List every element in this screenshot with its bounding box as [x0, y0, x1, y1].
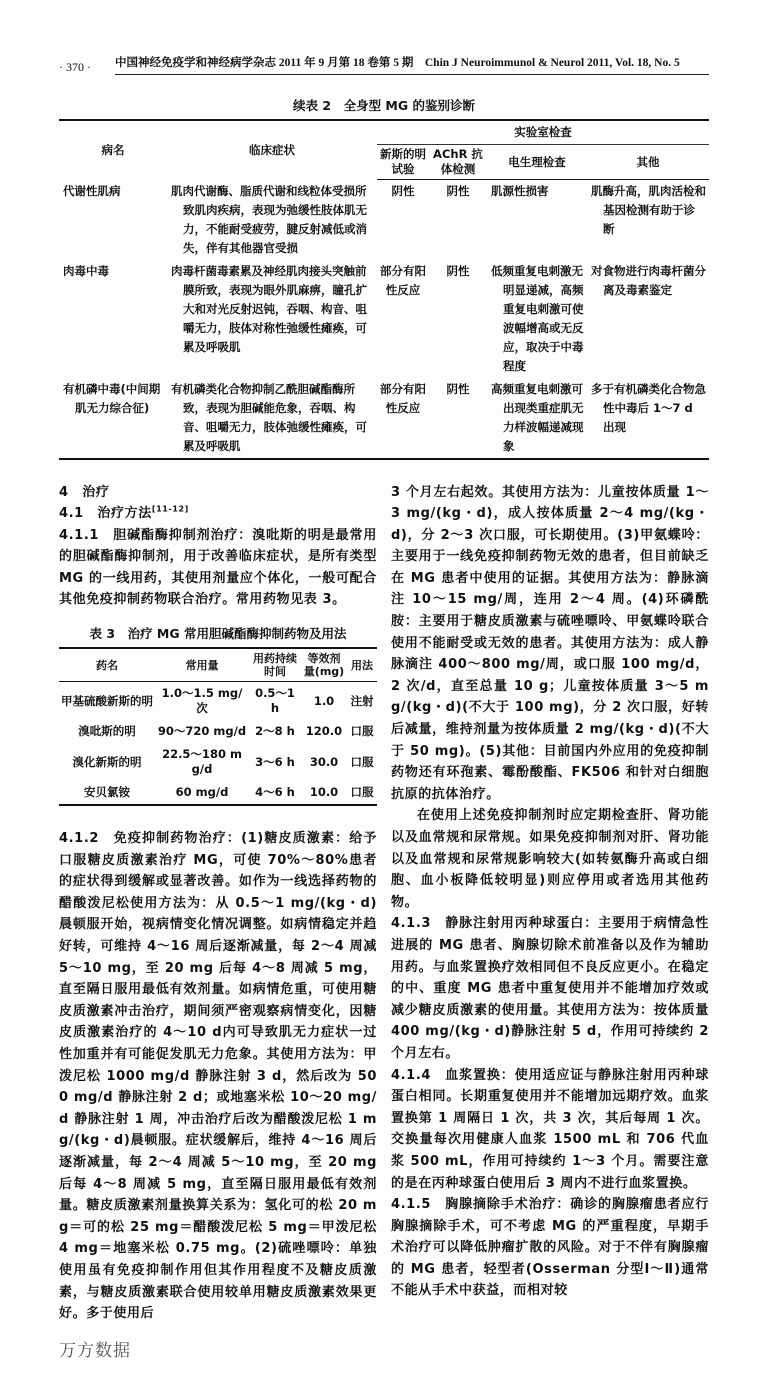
table-cell: 溴化新斯的明 — [72, 754, 142, 769]
wanfang-watermark: 万方数据 — [59, 1340, 131, 1361]
subsection-title: 4.1 治疗方法 — [59, 506, 152, 522]
left-column — [59, 482, 377, 1325]
table3-header: 常用量 — [155, 648, 249, 682]
table-row — [59, 720, 377, 743]
table-cell: 低频重复电刺激无明显递减，高频重复电刺激可使波幅增高或无反应，取决于中毒程度 — [491, 263, 584, 373]
table-cell: 肌源性损害 — [491, 184, 549, 198]
table2-header: 新斯的明试验 — [377, 145, 429, 180]
paragraph-monitoring: 在使用上述免疫抑制剂时应定期检查肝、肾功能以及血常规和尿常规。如果免疫抑制剂对肝、肾功能以及血常规和尿常规影响较大(如转氨酶升高或白细胞、血小板降低较明显)则应停用或者选用其他药物。 — [391, 808, 709, 910]
paragraph-4-1-2: 4.1.2 免疫抑制药物治疗：(1)糖皮质激素：给予口服糖皮质激素治疗 MG，可使 70%～80%患者的症状得到缓解或显著改善。如作为一线选择药物的醋酸泼尼松使用方法为：从 0.5～1 mg/(kg・d)晨顿服开始，视病情变化情况调整。如病情稳定并趋好转，可维持 4～16 周后逐渐减量，每 2～4 周减 5～10 mg，至 20 mg 后每 4～8 周减 5 mg，直至隔日服用最低有效剂量。如病情危重，可使用糖皮质激素冲击治疗，期间须严密观察病情变化，因糖皮质激素治疗的 4～10 d内可导致肌无力症状一过性加重并有可能促发肌无力危象。其使用方法为：甲泼尼松 1000 mg/d 静脉注射 3 d，然后改为 500 mg/d 静脉注射 2 d；或地塞米松 10～20 mg/d 静脉注射 1 周，冲击治疗后改为醋酸泼尼松 1 mg/(kg・d)晨顿服。症状缓解后，维持 4～16 周后逐渐减量，每 2～4 周减 5～10 mg，至 20 mg 后每 4～8 周减 5 mg，直至隔日服用最低有效剂量。糖皮质激素剂量换算关系为：氢化可的松 20 mg＝可的松 25 mg＝醋酸泼尼松 5 mg＝甲泼尼松 4 mg＝地塞米松 0.75 mg。(2)硫唑嘌呤：单独使用虽有免疫抑制作用但其作用程度不及糖皮质激素，与糖皮质激素联合使用较单用糖皮质激素效果更好。多于使用后 — [59, 831, 377, 1322]
table-cell: 2～8 h — [255, 724, 295, 739]
table-cell: 阴性 — [429, 378, 487, 459]
table3-cholinesterase-inhibitors — [59, 647, 377, 806]
table-cell: 安贝氯铵 — [59, 781, 155, 805]
table-cell: 1.0 — [313, 693, 335, 708]
journal-page — [59, 0, 709, 1383]
table2-group-header: 实验室检查 — [377, 120, 709, 145]
table3-header: 等效剂量(mg) — [301, 648, 347, 682]
table2-header: AChR 抗体检测 — [429, 145, 487, 180]
table2-differential-diagnosis — [59, 119, 709, 460]
table-cell: 有机磷类化合物抑制乙酰胆碱酯酶所致，表现为胆碱能危象，吞咽、构音、咀嚼无力，肢体弛缓性瘫痪，可累及呼吸肌 — [167, 378, 377, 459]
table-cell: 口服 — [350, 724, 374, 739]
table2-header: 电生理检查 — [487, 145, 587, 180]
paragraph-continued: 3 个月左右起效。其使用方法为：儿童按体质量 1～3 mg/(kg・d)，成人按体质量 2～4 mg/(kg・d)，分 2～3 次口服，可长期使用。(3)甲氨蝶呤：主要用于一线免疫抑制药物无效的患者，但目前缺乏在 MG 患者中使用的证据。其使用方法为：静脉滴注 10～15 mg/周，连用 2～4 周。(4)环磷酰胺：主要用于糖皮质激素与硫唑嘌呤、甲氨蝶呤联合使用不能耐受或无效的患者。其使用方法为：成人静脉滴注 400～800 mg/周，或口服 100 mg/d，2 次/d，直至总量 10 g；儿童按体质量 3～5 mg/(kg・d)(不大于 100 mg)，分 2 次口服，好转后减量，维持剂量为按体质量 2 mg/(kg・d)(不大于 50 mg)。(5)其他：目前国内外应用的免疫抑制药物还有环孢素、霉酚酸酯、FK506 和针对白细胞抗原的抗体治疗。 — [391, 484, 709, 802]
table-row — [59, 781, 377, 805]
right-column — [391, 482, 709, 1303]
table3-title: 表 3 治疗 MG 常用胆碱酯酶抑制药物及用法 — [89, 626, 347, 642]
table3-header: 用法 — [347, 648, 377, 682]
table-cell: 肉毒中毒 — [63, 263, 109, 278]
table-cell: 4～6 h — [249, 781, 301, 805]
table-cell: 120.0 — [305, 724, 343, 739]
table-cell: 代谢性肌病 — [63, 183, 121, 198]
table-cell: 甲基硫酸新斯的明 — [61, 693, 153, 708]
table-cell: 阴性 — [391, 184, 415, 198]
paragraph-4-1-5: 4.1.5 胸腺摘除手术治疗：确诊的胸腺瘤患者应行胸腺摘除手术，可不考虑 MG 的严重程度，早期手术治疗可以降低肿瘤扩散的风险。对于不伴有胸腺瘤的 MG 患者，轻型者(Osserman 分型Ⅰ～Ⅱ)通常不能从手术中获益，而相对较 — [391, 1197, 709, 1299]
running-header: 中国神经免疫学和神经病学杂志 2011 年 9 月第 18 卷第 5 期 Chin J Neuroimmunol & Neurol 2011, Vol. 18, No. 5 — [115, 56, 709, 75]
table-cell: 阴性 — [446, 184, 470, 198]
table-row — [59, 682, 377, 721]
table-cell: 注射 — [350, 693, 374, 708]
paragraph-4-1-4: 4.1.4 血浆置换：使用适应证与静脉注射用丙种球蛋白相同。长期重复使用并不能增加远期疗效。血浆置换第 1 周隔日 1 次，共 3 次，其后每周 1 次。交换量每次用健康人血浆 1500 mL 和 706 代血浆 500 mL，作用可持续约 1～3 个月。需要注意的是在丙种球蛋白使用后 3 周内不进行血浆置换。 — [391, 1067, 709, 1191]
table2-title: 续表 2 全身型 MG 的鉴别诊断 — [293, 98, 475, 113]
table-cell: 阴性 — [446, 263, 470, 278]
subsection-heading — [59, 503, 377, 525]
table-cell: 有机磷中毒(中间期肌无力综合征) — [59, 378, 167, 459]
table-row — [59, 743, 377, 781]
table-cell: 22.5～180 mg/d — [162, 747, 242, 777]
table2-header: 临床症状 — [167, 120, 377, 180]
table3-block — [59, 625, 377, 806]
table-cell: 口服 — [347, 781, 377, 805]
table-cell: 90～720 mg/d — [157, 724, 247, 739]
table2-header: 其他 — [587, 145, 709, 180]
table3-header: 药名 — [59, 648, 155, 682]
table-cell: 1.0～1.5 mg/次 — [161, 686, 243, 716]
section-heading: 4 治疗 — [59, 484, 110, 500]
table-cell: 部分有阳性反应 — [377, 378, 429, 459]
paragraph-4-1-1: 4.1.1 胆碱酯酶抑制剂治疗：溴吡斯的明是最常用的胆碱酯酶抑制剂，用于改善临床症状，是所有类型 MG 的一线用药，其使用剂量应个体化，一般可配合其他免疫抑制药物联合治疗。常用药物见表 3。 — [59, 527, 377, 608]
table-cell: 3～6 h — [255, 754, 295, 769]
citation: [11-12] — [151, 504, 189, 514]
table-cell: 10.0 — [301, 781, 347, 805]
table-cell: 肌酶升高，肌肉活检和基因检测有助于诊断 — [591, 184, 706, 236]
paragraph-4-1-3: 4.1.3 静脉注射用丙种球蛋白：主要用于病情急性进展的 MG 患者、胸腺切除术前准备以及作为辅助用药。与血浆置换疗效相同但不良反应更小。在稳定的中、重度 MG 患者中重复使用并不能增加疗效或减少糖皮质激素的使用量。其使用方法为：按体质量 400 mg/(kg・d)静脉注射 5 d，作用可持续约 2 个月左右。 — [391, 916, 709, 1061]
table-cell: 溴吡斯的明 — [78, 724, 136, 739]
table-row — [59, 260, 709, 378]
table2-header: 病名 — [59, 120, 167, 180]
table-cell: 30.0 — [309, 754, 339, 769]
table3-header: 用药持续时间 — [249, 648, 301, 682]
table-cell: 0.5～1 h — [255, 686, 295, 716]
table-cell: 肌肉代谢酶、脂质代谢和线粒体受损所致肌肉疾病，表现为弛缓性肢体肌无力，不能耐受疲劳，腱反射减低或消失，伴有其他器官受损 — [171, 183, 367, 255]
table2-block — [59, 97, 709, 460]
table-row — [59, 378, 709, 459]
body-columns — [59, 482, 709, 1325]
page-number: · 370 · — [59, 60, 91, 74]
table-cell: 肉毒杆菌毒素累及神经肌肉接头突触前膜所致，表现为眼外肌麻痹，瞳孔扩大和对光反射迟钝，吞咽、构音、咀嚼无力，肢体对称性弛缓性瘫痪，可累及呼吸肌 — [171, 263, 367, 354]
table-cell: 部分有阳性反应 — [380, 263, 426, 297]
table-cell: 口服 — [350, 754, 374, 769]
table-cell: 高频重复电刺激可出现类重症肌无力样波幅递减现象 — [487, 378, 587, 459]
table-cell: 多于有机磷类化合物急性中毒后 1～7 d 出现 — [587, 378, 709, 459]
table-cell: 60 mg/d — [155, 781, 249, 805]
table-row — [59, 180, 709, 260]
table-cell: 对食物进行肉毒杆菌分离及毒素鉴定 — [591, 263, 706, 297]
page-header — [59, 56, 709, 75]
